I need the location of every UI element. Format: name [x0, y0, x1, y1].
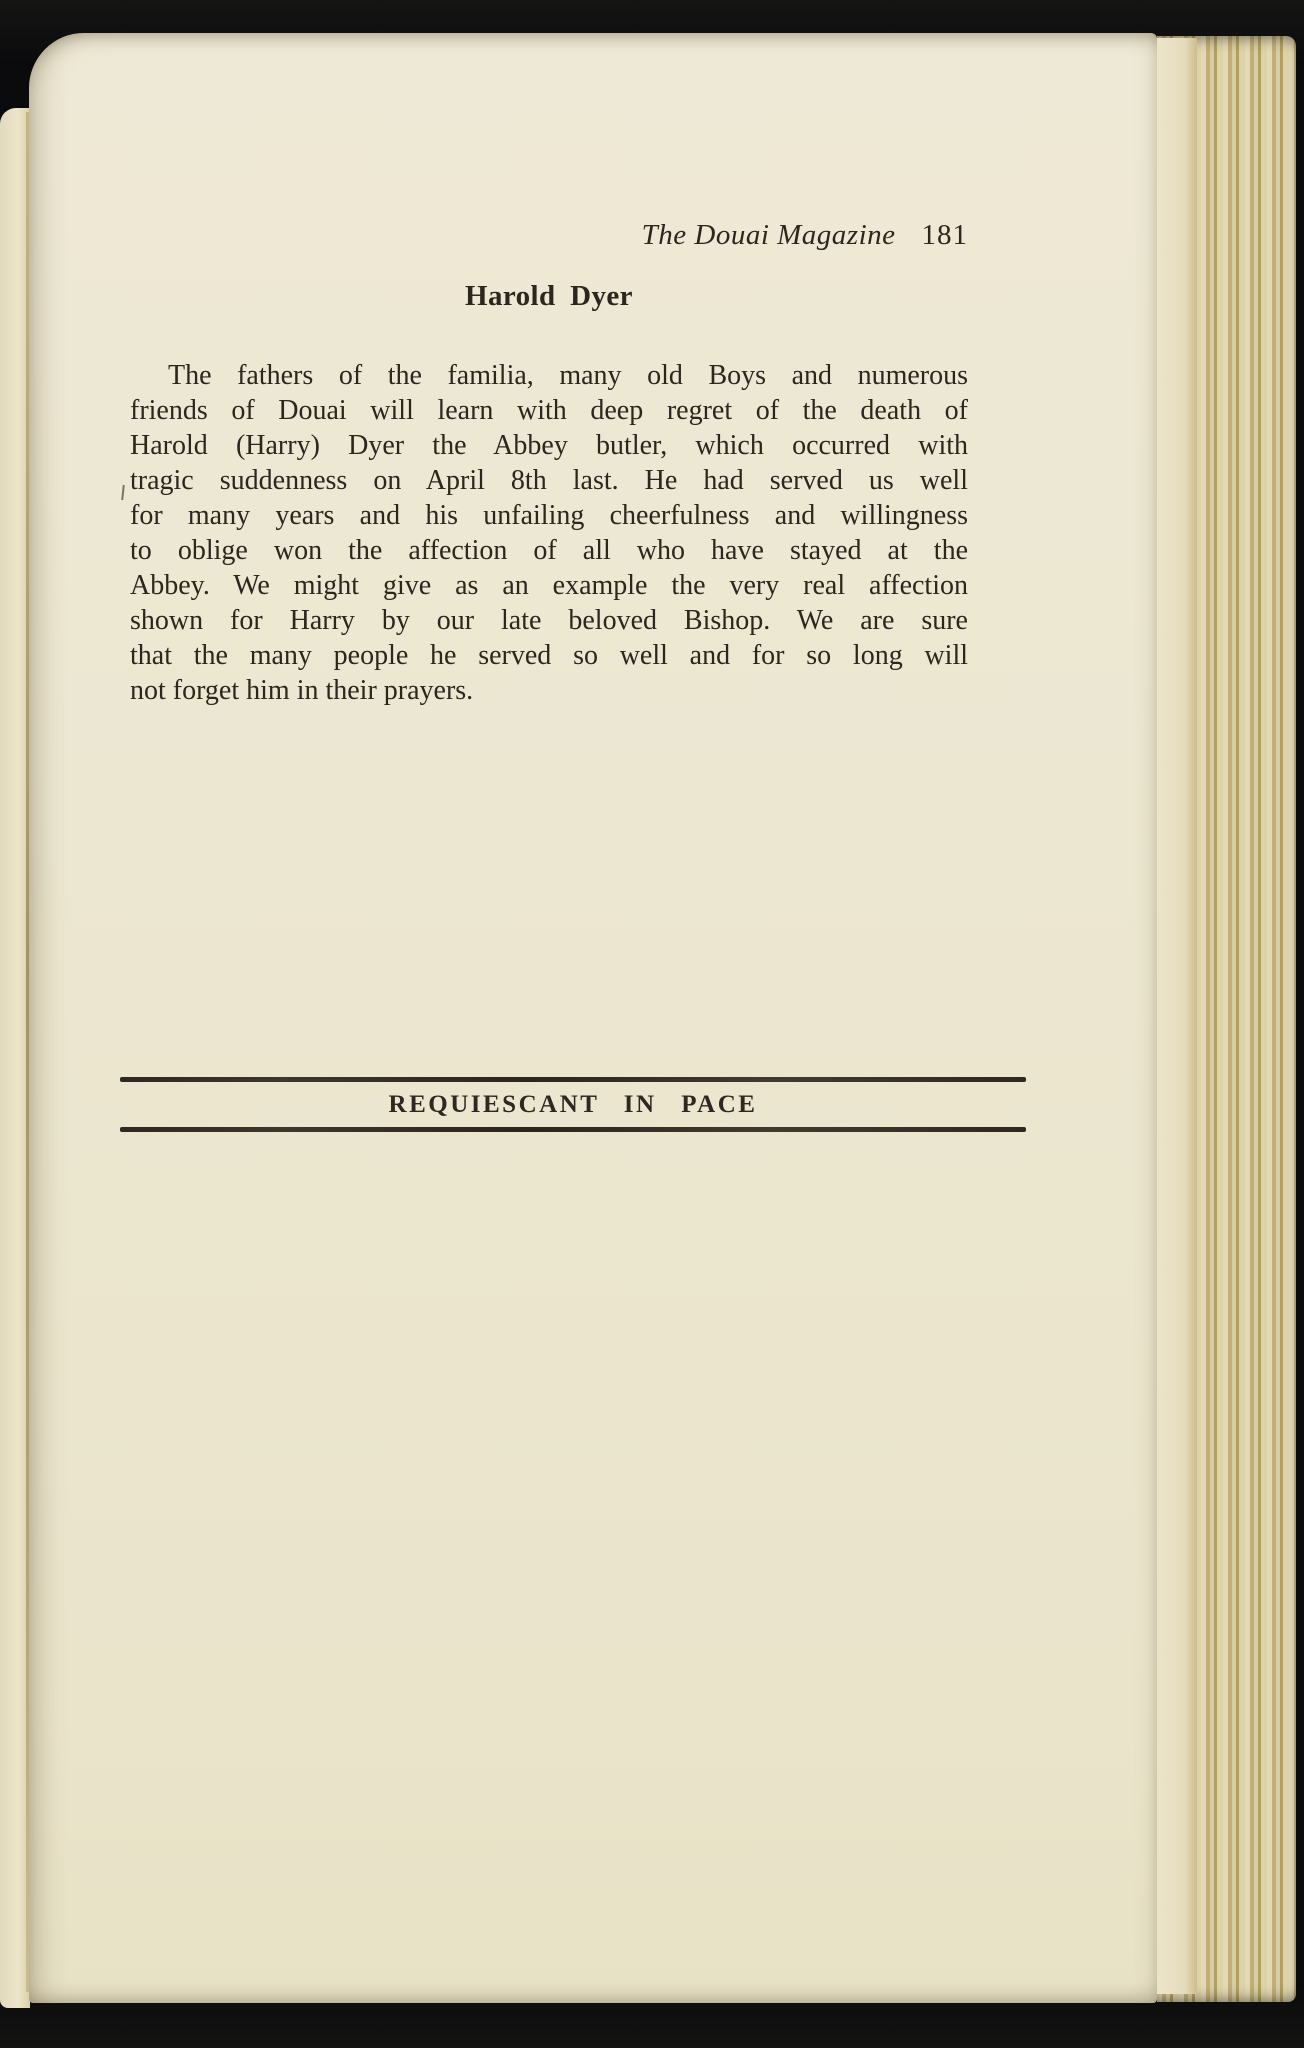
body-line: to oblige won the affection of all who have stayed at the	[130, 535, 968, 566]
body-line: shown for Harry by our late beloved Bishop. We are sure	[130, 605, 968, 636]
body-line: friends of Douai will learn with deep regret of the death of	[130, 395, 968, 426]
body-line: for many years and his unfailing cheerfulness and willingness	[130, 500, 968, 531]
book-page	[29, 33, 1157, 2003]
article-body	[130, 358, 968, 708]
banner-rule-bottom	[120, 1127, 1026, 1132]
running-header	[642, 219, 968, 252]
fore-edge-first-leaf	[1157, 38, 1197, 1994]
requiescant-banner	[120, 1077, 1026, 1132]
magazine-title: The Douai Magazine	[641, 219, 896, 251]
requiescant-text: REQUIESCANT IN PACE	[388, 1091, 758, 1118]
body-line: that the many people he served so well and for so long will	[130, 640, 968, 671]
page-content	[130, 33, 968, 2003]
body-line: Harold (Harry) Dyer the Abbey butler, which occurred with	[130, 430, 968, 461]
banner-rule-top	[120, 1077, 1026, 1082]
body-line: not forget him in their prayers.	[130, 675, 474, 706]
body-line: Abbey. We might give as an example the very real affection	[130, 570, 968, 601]
scan-artifact-mark	[121, 485, 125, 500]
body-line: tragic suddenness on April 8th last. He had served us well	[130, 465, 968, 496]
body-line: The fathers of the familia, many old Boys and numerous	[168, 360, 968, 391]
page-number: 181	[921, 219, 968, 251]
article-title: Harold Dyer	[465, 280, 633, 312]
fore-edge-page-stack	[1157, 36, 1296, 2002]
